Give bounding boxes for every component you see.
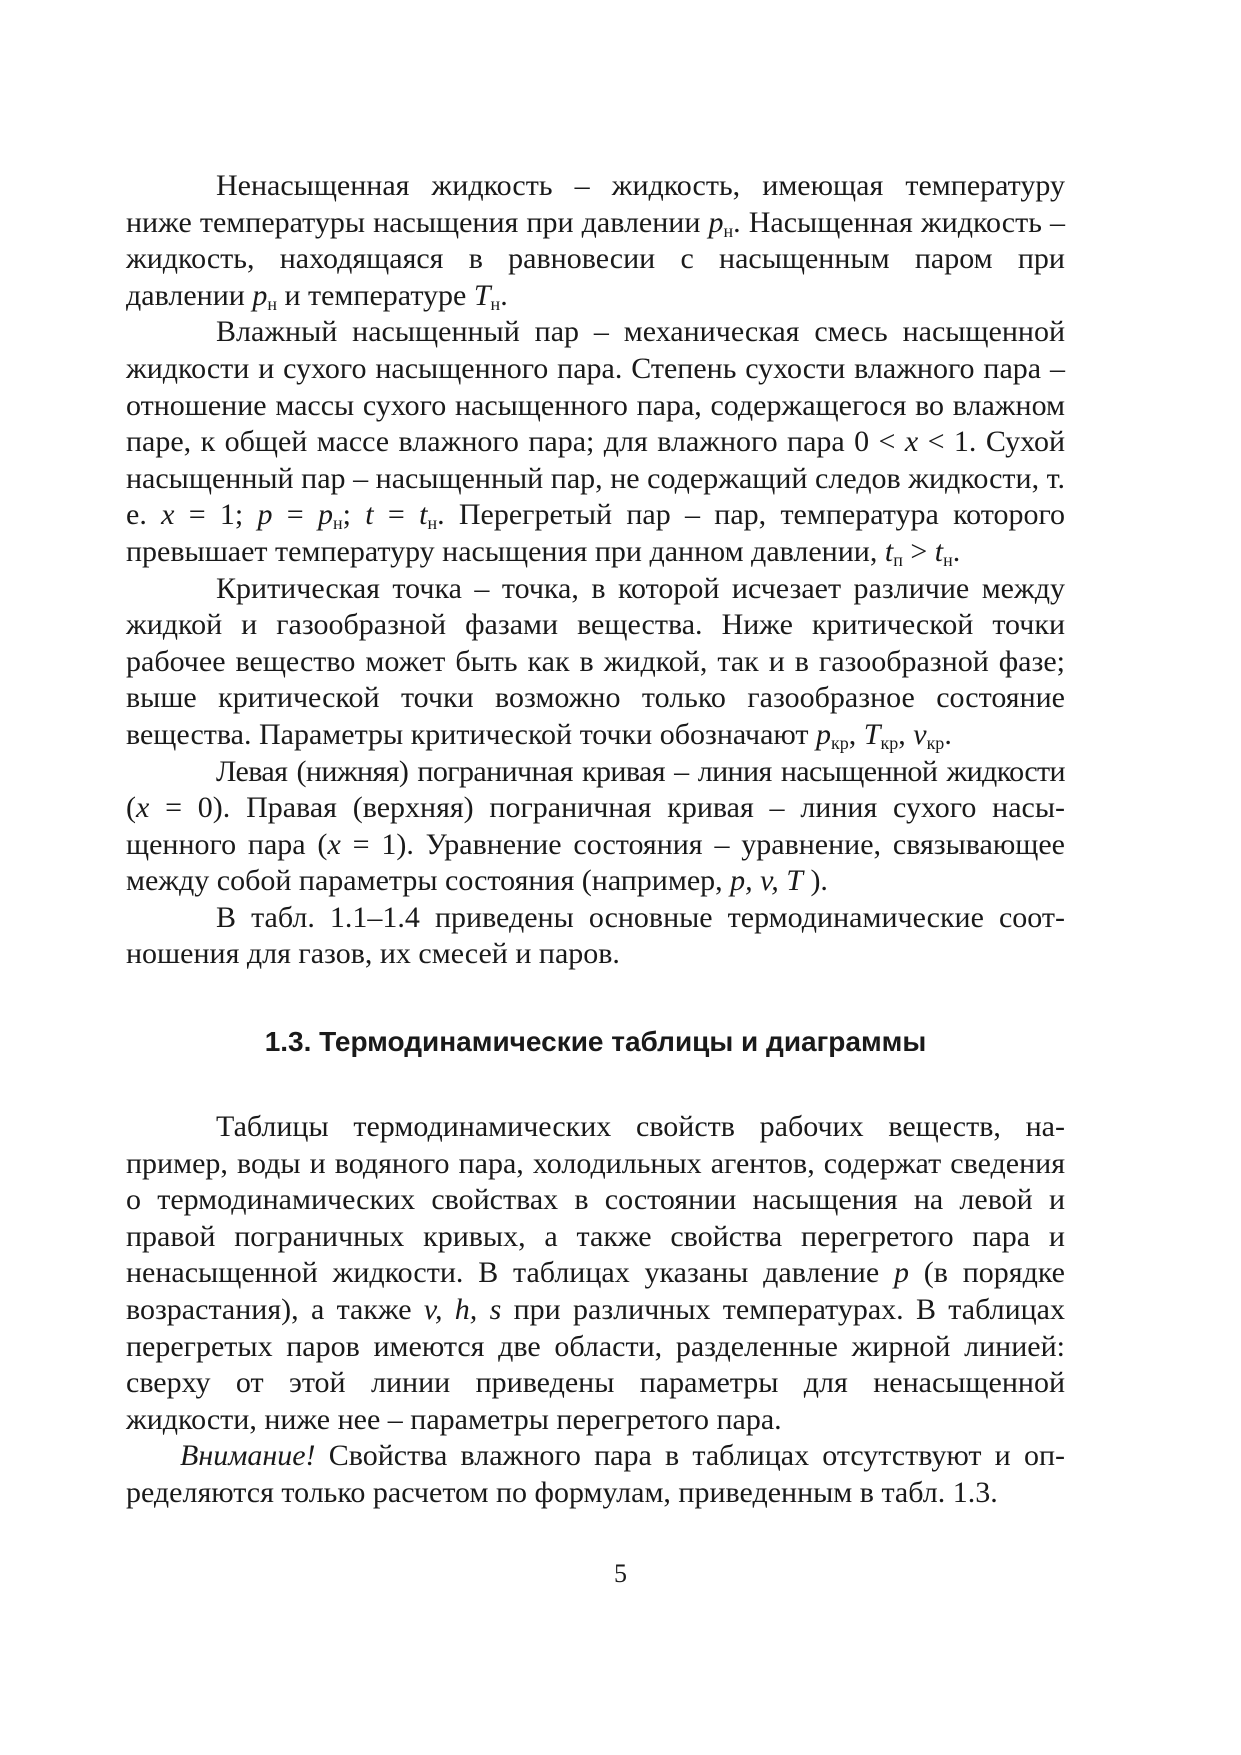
symbol-p: p <box>893 1256 909 1290</box>
subscript-n: н <box>490 293 501 314</box>
symbol-t: t <box>884 534 894 568</box>
symbol-p: p <box>816 717 832 751</box>
symbol-T: T <box>473 278 491 312</box>
text-run: = 1). Уравнение состояния – уравнение, связывающее между собой параметры состояния (например, <box>126 827 1065 898</box>
subscript-kr: кр <box>926 732 945 753</box>
text-run: Таблицы термодинамических свойств рабочих веществ, например, воды и водяного пара, холодильных агентов, содержат сведения о термодинамических свойствах в состоянии насыщения на левой и правой пограничных кривых, а также свойства перегретого пара и ненасыщенной жидкости. В таблицах указаны давление <box>126 1110 1065 1290</box>
subscript-n: н <box>723 220 734 241</box>
symbol-x: x <box>136 791 150 825</box>
text-run: Влажный насыщенный пар – механическая смесь насыщенной жидкости и сухого насыщенного пара. Степень сухости влажного пара – отношение массы сухого насыщенного пара, содержащегося во влажном паре, к общей массе влажного пара; для влажного пара 0 < <box>126 315 1065 459</box>
text-run: . <box>500 278 508 312</box>
subscript-kr: кр <box>831 732 849 753</box>
text-run: . Перегретый пар – пар, температура которого превышает температуру насыщения при данном давлении, <box>126 498 1065 568</box>
subscript-n: н <box>943 549 953 570</box>
text-run: = <box>373 498 420 532</box>
text-run: < 1. Сухой насыщенный пар – насыщенный пар, не содержащий следов жидкости, т. е. <box>126 425 1066 532</box>
symbol-p: p <box>318 498 333 532</box>
text-run: Левая (нижняя) пограничная кривая – линия насыщенной жидкости <box>216 754 1065 788</box>
attention-label: Внимание! <box>180 1439 316 1473</box>
text-run: Критическая точка – точка, в которой исчезает различие между жидкой и газообразной фазами вещества. Ниже критической точки рабочее вещество может быть как в жидкой, так и в газообразной фазе; выше критической точки возможно только газообразное состояние вещества. Параметры критической точки обозначают <box>126 571 1065 751</box>
paragraph-attention-note <box>126 1438 1065 1511</box>
paragraph-boundary-curves <box>126 754 1065 900</box>
symbol-x: x <box>327 827 341 861</box>
subscript-kr: кр <box>880 732 899 753</box>
text-run: и температуре <box>276 278 474 312</box>
text-run: = 0). Правая (верхняя) пограничная кривая – линия сухого насыщенного пара ( <box>126 791 1065 861</box>
symbol-x: x <box>161 498 175 532</box>
symbol-p: p <box>708 205 724 239</box>
text-run: . <box>944 717 952 751</box>
text-run: . <box>952 534 961 568</box>
paragraph-unsaturated-liquid <box>126 168 1065 314</box>
text-run: = 1; <box>174 498 258 532</box>
paragraph-tables-description <box>126 1109 1065 1438</box>
text-run: ; <box>342 498 366 532</box>
section-heading: 1.3. Термодинамические таблицы и диаграммы <box>264 1026 927 1058</box>
text-run: ( <box>126 791 136 825</box>
symbol-p: p <box>252 278 268 312</box>
text-run: = <box>272 498 318 532</box>
text-run: Свойства влажного пара в таблицах отсутствуют и определяются только расчетом по формулам, приведенным в табл. 1.3. <box>126 1439 1065 1509</box>
text-run: , <box>898 717 914 751</box>
symbol-v: v <box>913 717 927 751</box>
text-run: > <box>902 534 935 568</box>
subscript-p: п <box>893 549 903 570</box>
symbol-t: t <box>419 498 428 532</box>
symbol-T: T <box>863 717 881 751</box>
subscript-n: н <box>333 513 343 534</box>
symbol-t: t <box>934 534 944 568</box>
text-run: . Насыщенная жидкость – жидкость, находящаяся в равновесии с насыщенным паром при давлении <box>126 205 1065 312</box>
text-run: (в порядке возрастания), а также <box>126 1256 1065 1327</box>
paragraph-wet-steam <box>126 314 1065 570</box>
page-number: 5 <box>614 1559 627 1588</box>
text-run: В табл. 1.1–1.4 приведены основные термодинамические соотношения для газов, их смесей и паров. <box>126 900 1065 971</box>
symbol-t: t <box>365 498 374 532</box>
symbol-p: p <box>257 498 273 532</box>
paragraph-critical-point <box>126 571 1065 754</box>
symbol-x: x <box>904 425 919 459</box>
symbol-vhs: v, h, s <box>423 1293 502 1327</box>
text-run: , <box>848 717 864 751</box>
subscript-n: н <box>267 293 277 314</box>
symbol-pvt: p, v, T <box>730 864 803 898</box>
text-run: Ненасыщенная жидкость – жидкость, имеющая температуру ниже температуры насыщения при давлении <box>126 169 1065 239</box>
subscript-n: н <box>427 513 438 534</box>
text-run: ). <box>802 864 828 898</box>
text-run: при различных температурах. В таблицах перегретых паров имеются две области, разделенные жирной линией: сверху от этой линии приведены параметры для ненасыщенной жидкости, ниже нее – параметры перегретого пара. <box>126 1293 1065 1436</box>
paragraph-tables-reference <box>126 900 1065 973</box>
